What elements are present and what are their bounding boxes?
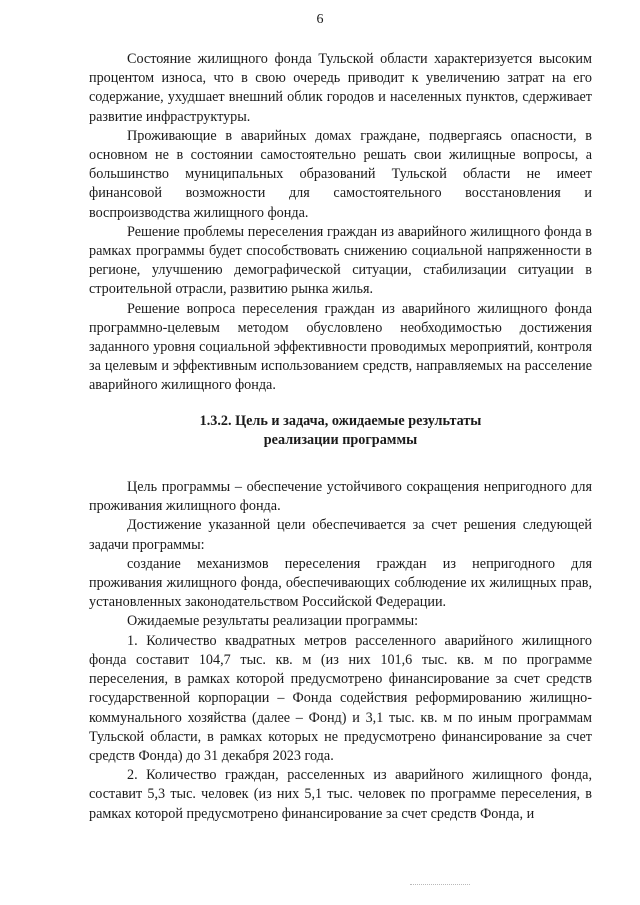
section-heading-line-1: 1.3.2. Цель и задача, ожидаемые результаты (199, 412, 482, 429)
document-body (89, 50, 592, 824)
paragraph-resettlement-benefits: Решение проблемы переселения граждан из аварийного жилищного фонда в рамках программы будет способствовать снижению социальной напряженности в регионе, улучшению демографической ситуации, стабилизации ситуации в строительной отрасли, развитию рынка жилья. (89, 223, 592, 298)
paragraph-result-1: 1. Количество квадратных метров расселенного аварийного жилищного фонда составит 104,7 тыс. кв. м (из них 101,6 тыс. кв. м по программе переселения, в рамках которой предусмотрено финансирование за счет средств государственной корпорации – Фонда содействия реформированию жилищно-коммунального хозяйства (далее – Фонд) и 3,1 тыс. кв. м по иным программам Тульской области, в рамках которых не предусмотрено финансирование за счет средств Фонда) до 31 декабря 2023 года. (89, 632, 592, 764)
paragraph-program-method: Решение вопроса переселения граждан из аварийного жилищного фонда программно-целевым методом обусловлено необходимостью достижения заданного уровня социальной эффективности проводимых мероприятий, контроля за целевым и эффективным использованием средств, направляемых на расселение аварийного жилищного фонда. (89, 300, 592, 394)
paragraph-housing-condition: Состояние жилищного фонда Тульской области характеризуется высоким процентом износа, что в свою очередь приводит к увеличению затрат на его содержание, ухудшает внешний облик городов и населенных пунктов, сдерживает развитие инфраструктуры. (89, 51, 592, 125)
paragraph-program-goal: Цель программы – обеспечение устойчивого сокращения непригодного для проживания жилищного фонда. (89, 479, 592, 515)
paragraph-task: создание механизмов переселения граждан из непригодного для проживания жилищного фонда, обеспечивающих соблюдение их жилищных прав, установленных законодательством Российской Федерации. (89, 555, 592, 611)
paragraph-result-2: 2. Количество граждан, расселенных из аварийного жилищного фонда, составит 5,3 тыс. человек (из них 5,1 тыс. человек по программе переселения, в рамках которой предусмотрено финансирование за счет средств Фонда, и (89, 767, 592, 822)
footer-scan-mark (410, 884, 470, 888)
page-number: 6 (316, 12, 324, 27)
paragraph-expected-results-intro: Ожидаемые результаты реализации программы: (127, 613, 419, 630)
section-heading-line-2: реализации программы (263, 431, 418, 448)
paragraph-goal-achievement: Достижение указанной цели обеспечивается за счет решения следующей задачи программы: (89, 517, 592, 553)
paragraph-residents-danger: Проживающие в аварийных домах граждане, подвергаясь опасности, в основном не в состоянии самостоятельно решать свои жилищные вопросы, а большинство муниципальных образований Тульской области не имеет финансовой возможности для самостоятельного восстановления и воспроизводства жилищного фонда. (89, 127, 592, 221)
section-heading (89, 412, 592, 450)
